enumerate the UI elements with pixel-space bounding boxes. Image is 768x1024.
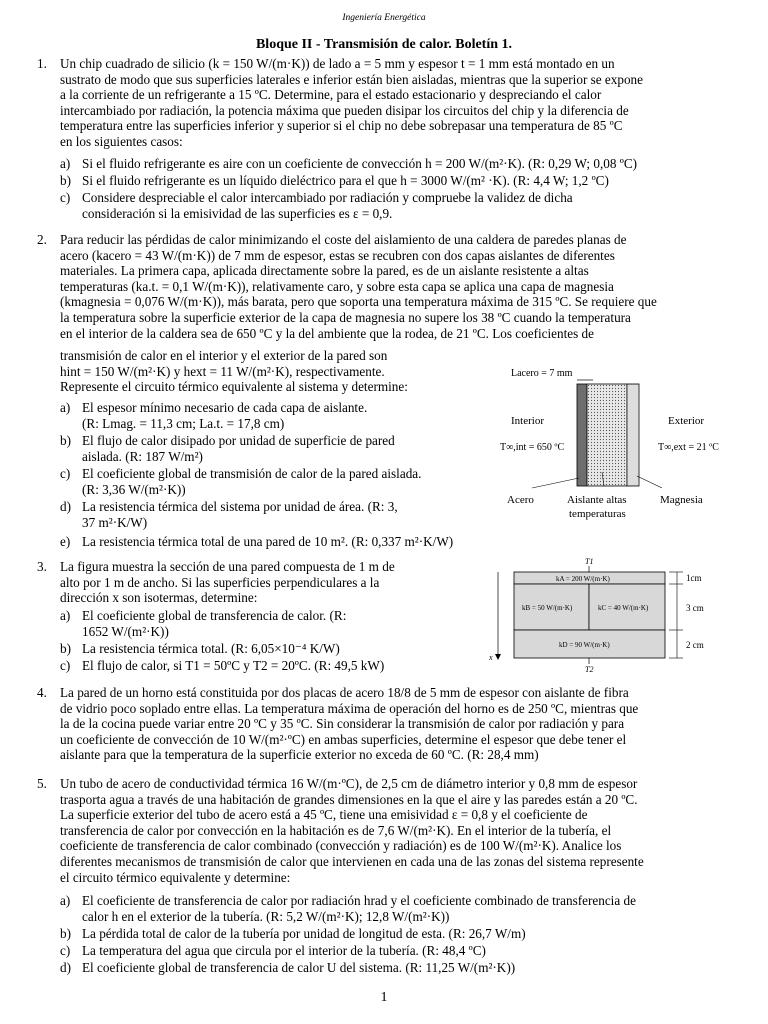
item-label: b) (60, 173, 71, 188)
text-line: La resistencia térmica del sistema por unidad de área. (R: 3, (82, 499, 398, 514)
page-title: Bloque II - Transmisión de calor. Boletín 1. (255, 37, 513, 52)
text-line: transmisión de calor en el interior y el exterior de la pared son (60, 348, 388, 363)
magnesia-layer (627, 384, 639, 486)
item-label: b) (60, 641, 71, 656)
interior-label: Interior (511, 415, 544, 427)
list-item (60, 608, 454, 639)
text-line: en los siguientes casos: (60, 133, 183, 149)
text-line: coeficiente de transferencia de calor combinado (convección y radiación) es de 100 W/(m²·K). Analice los (60, 838, 622, 854)
text-line: Un tubo de acero de conductividad térmica 16 W/(m·ºC), de 2,5 cm de diámetro interior y 0,8 mm de espesor (60, 776, 638, 791)
text-line: trasporta agua a través de una habitación de grandes dimensiones en la que el aire y las paredes están a 20 ºC. (60, 791, 638, 807)
text-line: El coeficiente de transferencia de calor por radiación hrad y el coeficiente combinado de transferencia de (82, 893, 636, 908)
text-line: La resistencia térmica total. (R: 6,05×10⁻⁴ K/W) (82, 641, 340, 656)
list-item (60, 190, 731, 221)
item-label: b) (60, 433, 71, 448)
list-item (60, 658, 454, 674)
text-line: sustrato de modo que sus superficies laterales e inferior están bien aisladas, mientras que la superior se expone (60, 71, 643, 87)
text-line: en el interior de la caldera sea de 650 ºC y la del ambiente que la rodea, de 21 ºC. Los coeficientes de (60, 325, 594, 341)
item-label: e) (60, 534, 71, 549)
text-line: La pared de un horno está constituida por dos placas de acero 18/8 de 5 mm de espesor con aislante de fibra (60, 685, 629, 700)
text-line: El coeficiente global de transferencia de calor. (R: (82, 608, 347, 623)
dim-3cm: 3 cm (686, 603, 704, 613)
text-line: la temperatura sobre la superficie exterior de la capa de magnesia no supere los 38 ºC cuando la temperatura (60, 309, 631, 325)
kc-label: kC = 40 W/(m·K) (598, 604, 649, 612)
t2-label: T2 (585, 665, 594, 674)
list-item (60, 534, 731, 550)
acero-label: Acero (507, 494, 534, 506)
text-line: La temperatura del agua que circula por el interior de la tubería. (R: 48,4 ºC) (82, 943, 486, 958)
item-label: d) (60, 960, 71, 975)
text-line: El coeficiente global de transmisión de calor de la pared aislada. (82, 466, 422, 481)
item-label: a) (60, 400, 71, 415)
list-item (60, 926, 731, 942)
item-label: c) (60, 658, 71, 673)
text-line: acero (kacero = 43 W/(m·K)) de 7 mm de espesor, estas se recubren con dos capas aislantes de diferentes (60, 247, 615, 263)
x-label: x (489, 653, 493, 662)
problem-1-text (60, 56, 731, 150)
t1-label: T1 (585, 557, 594, 566)
problem-number: 2. (37, 232, 47, 247)
aislante-label-1: Aislante altas (567, 494, 627, 506)
text-line: 37 m²·K/W) (82, 514, 148, 530)
problem-3-text (60, 559, 454, 606)
problem-2-text-narrow (60, 348, 484, 395)
high-temp-insulation-layer (587, 384, 627, 486)
item-label: a) (60, 893, 71, 908)
text-line: alto por 1 m de ancho. Si las superficies perpendiculares a la (60, 574, 380, 590)
steel-layer (577, 384, 587, 486)
problem-number: 5. (37, 776, 47, 791)
text-line: La figura muestra la sección de una pared compuesta de 1 m de (60, 559, 395, 574)
list-item (60, 156, 731, 172)
x-axis-arrowhead (495, 654, 501, 660)
problem-4-text (60, 685, 731, 763)
text-line: La pérdida total de calor de la tubería por unidad de longitud de esta. (R: 26,7 W/m) (82, 926, 526, 941)
text-line: (R: Lmag. = 11,3 cm; La.t. = 17,8 cm) (82, 415, 285, 431)
list-item (60, 943, 731, 959)
text-line: Considere despreciable el calor intercambiado por radiación y compruebe la validez de dicha (82, 190, 573, 205)
text-line: La superficie exterior del tubo de acero está a 45 ºC, tiene una emisividad ε = 0,8 y el coeficiente de (60, 807, 588, 823)
text-line: consideración si la emisividad de las superficies es ε = 0,9. (82, 205, 393, 221)
problem-5-text (60, 776, 731, 885)
list-item (60, 433, 484, 464)
text-line: calor h en el exterior de la tubería. (R: 5,2 W/(m²·K); 12,8 W/(m²·K)) (82, 908, 450, 924)
list-item (60, 893, 731, 924)
ka-label: kA = 200 W/(m·K) (556, 575, 610, 583)
t-ext-label: T∞,ext = 21 ºC (658, 442, 719, 453)
kd-label: kD = 90 W/(m·K) (559, 641, 610, 649)
list-item (60, 466, 484, 497)
dim-2cm: 2 cm (686, 640, 704, 650)
text-line: Represente el circuito térmico equivalente al sistema y determine: (60, 379, 408, 395)
dim-1cm: 1cm (686, 573, 702, 583)
aislante-label-2: temperaturas (569, 508, 626, 520)
text-line: a la corriente de un refrigerante a 15 ºC. Determine, para el estado estacionario y despreciando el calor (60, 87, 602, 103)
l-acero-label: Lacero = 7 mm (511, 368, 573, 379)
composite-wall-figure (485, 555, 725, 675)
leader-line (532, 478, 579, 488)
text-line: El flujo de calor, si T1 = 50ºC y T2 = 20ºC. (R: 49,5 kW) (82, 658, 385, 673)
page-header: Ingeniería Energética (342, 13, 426, 23)
item-label: a) (60, 608, 71, 623)
list-item (60, 400, 484, 431)
text-line: Un chip cuadrado de silicio (k = 150 W/(m·K)) de lado a = 5 mm y espesor t = 1 mm está montado en un (60, 56, 615, 71)
t-int-label: T∞,int = 650 ºC (500, 442, 565, 453)
text-line: dirección x son isotermas, determine: (60, 590, 258, 606)
list-item (60, 499, 484, 530)
text-line: de vidrio poco soplado entre ellas. La temperatura máxima de operación del horno es de 250 ºC, mientras que (60, 700, 639, 716)
item-label: c) (60, 190, 71, 205)
text-line: (R: 3,36 W/(m²·K)) (82, 481, 186, 497)
list-item (60, 960, 731, 976)
list-item (60, 173, 731, 189)
problem-number: 3. (37, 559, 47, 574)
exterior-label: Exterior (668, 415, 705, 427)
text-line: materiales. La primera capa, aplicada directamente sobre la pared, es de un aislante resistente a altas (60, 263, 589, 279)
item-label: b) (60, 926, 71, 941)
text-line: El espesor mínimo necesario de cada capa de aislante. (82, 400, 368, 415)
text-line: aislante para que la temperatura de la superficie exterior no exceda de 60 ºC. (R: 28,4 mm) (60, 747, 539, 763)
text-line: transferencia de calor por convección en la habitación es de 7,6 W/(m²·K). En el interior de la tubería, el (60, 822, 612, 838)
text-line: El flujo de calor disipado por unidad de superficie de pared (82, 433, 395, 448)
leader-line (637, 476, 662, 488)
item-label: c) (60, 466, 71, 481)
text-line: un coeficiente de convección de 10 W/(m²·ºC) en ambas superficies, determine el espesor que debe tener el (60, 731, 627, 747)
wall-layers-figure (494, 360, 734, 525)
text-line: Para reducir las pérdidas de calor minimizando el coste del aislamiento de una caldera de paredes planas de (60, 232, 627, 247)
text-line: temperatura entre las superficies inferior y superior si el chip no debe sobrepasar una temperatura de 85 ºC (60, 118, 623, 134)
text-line: (kmagnesia = 0,076 W/(m·K)), más barata, pero que soporta una temperatura máxima de 315 ºC. Se requiere que (60, 294, 657, 310)
text-line: 1652 W/(m²·K)) (82, 623, 169, 639)
text-line: el circuito térmico equivalente y determine: (60, 869, 291, 885)
text-line: hint = 150 W/(m²·K) y hext = 11 W/(m²·K), respectivamente. (60, 363, 385, 379)
text-line: El coeficiente global de transferencia de calor U del sistema. (R: 11,25 W/(m²·K)) (82, 960, 516, 975)
problem-2-text (60, 232, 731, 341)
item-label: a) (60, 156, 71, 171)
list-item (60, 641, 454, 657)
magnesia-label: Magnesia (660, 494, 703, 506)
problem-number: 1. (37, 56, 47, 71)
item-label: d) (60, 499, 71, 514)
text-line: diferentes mecanismos de transmisión de calor que intervienen en cada una de las zonas del sistema represente (60, 853, 644, 869)
problem-number: 4. (37, 685, 47, 700)
page-number: 1 (380, 990, 388, 1005)
text-line: Si el fluido refrigerante es un líquido dieléctrico para el que h = 3000 W/(m² ·K). (R: 4,4 W; 1,2 ºC) (82, 173, 609, 188)
text-line: aislada. (R: 187 W/m²) (82, 448, 203, 464)
item-label: c) (60, 943, 71, 958)
text-line: Si el fluido refrigerante es aire con un coeficiente de convección h = 200 W/(m²·K). (R: 0,29 W; 0,08 ºC) (82, 156, 638, 171)
kb-label: kB = 50 W/(m·K) (522, 604, 573, 612)
text-line: temperaturas (ka.t. = 0,1 W/(m·K)), relativamente caro, y sobre esta capa se aplica una capa de magnesia (60, 278, 614, 294)
text-line: La resistencia térmica total de una pared de 10 m². (R: 0,337 m²·K/W) (82, 534, 454, 549)
text-line: la de la cocina puede variar entre 20 ºC y 35 ºC. Sin considerar la transmisión de calor por radiación y para (60, 716, 625, 732)
text-line: intercambiado por radiación, la potencia máxima que pueden disipar los circuitos del chip y la diferencia de (60, 102, 629, 118)
